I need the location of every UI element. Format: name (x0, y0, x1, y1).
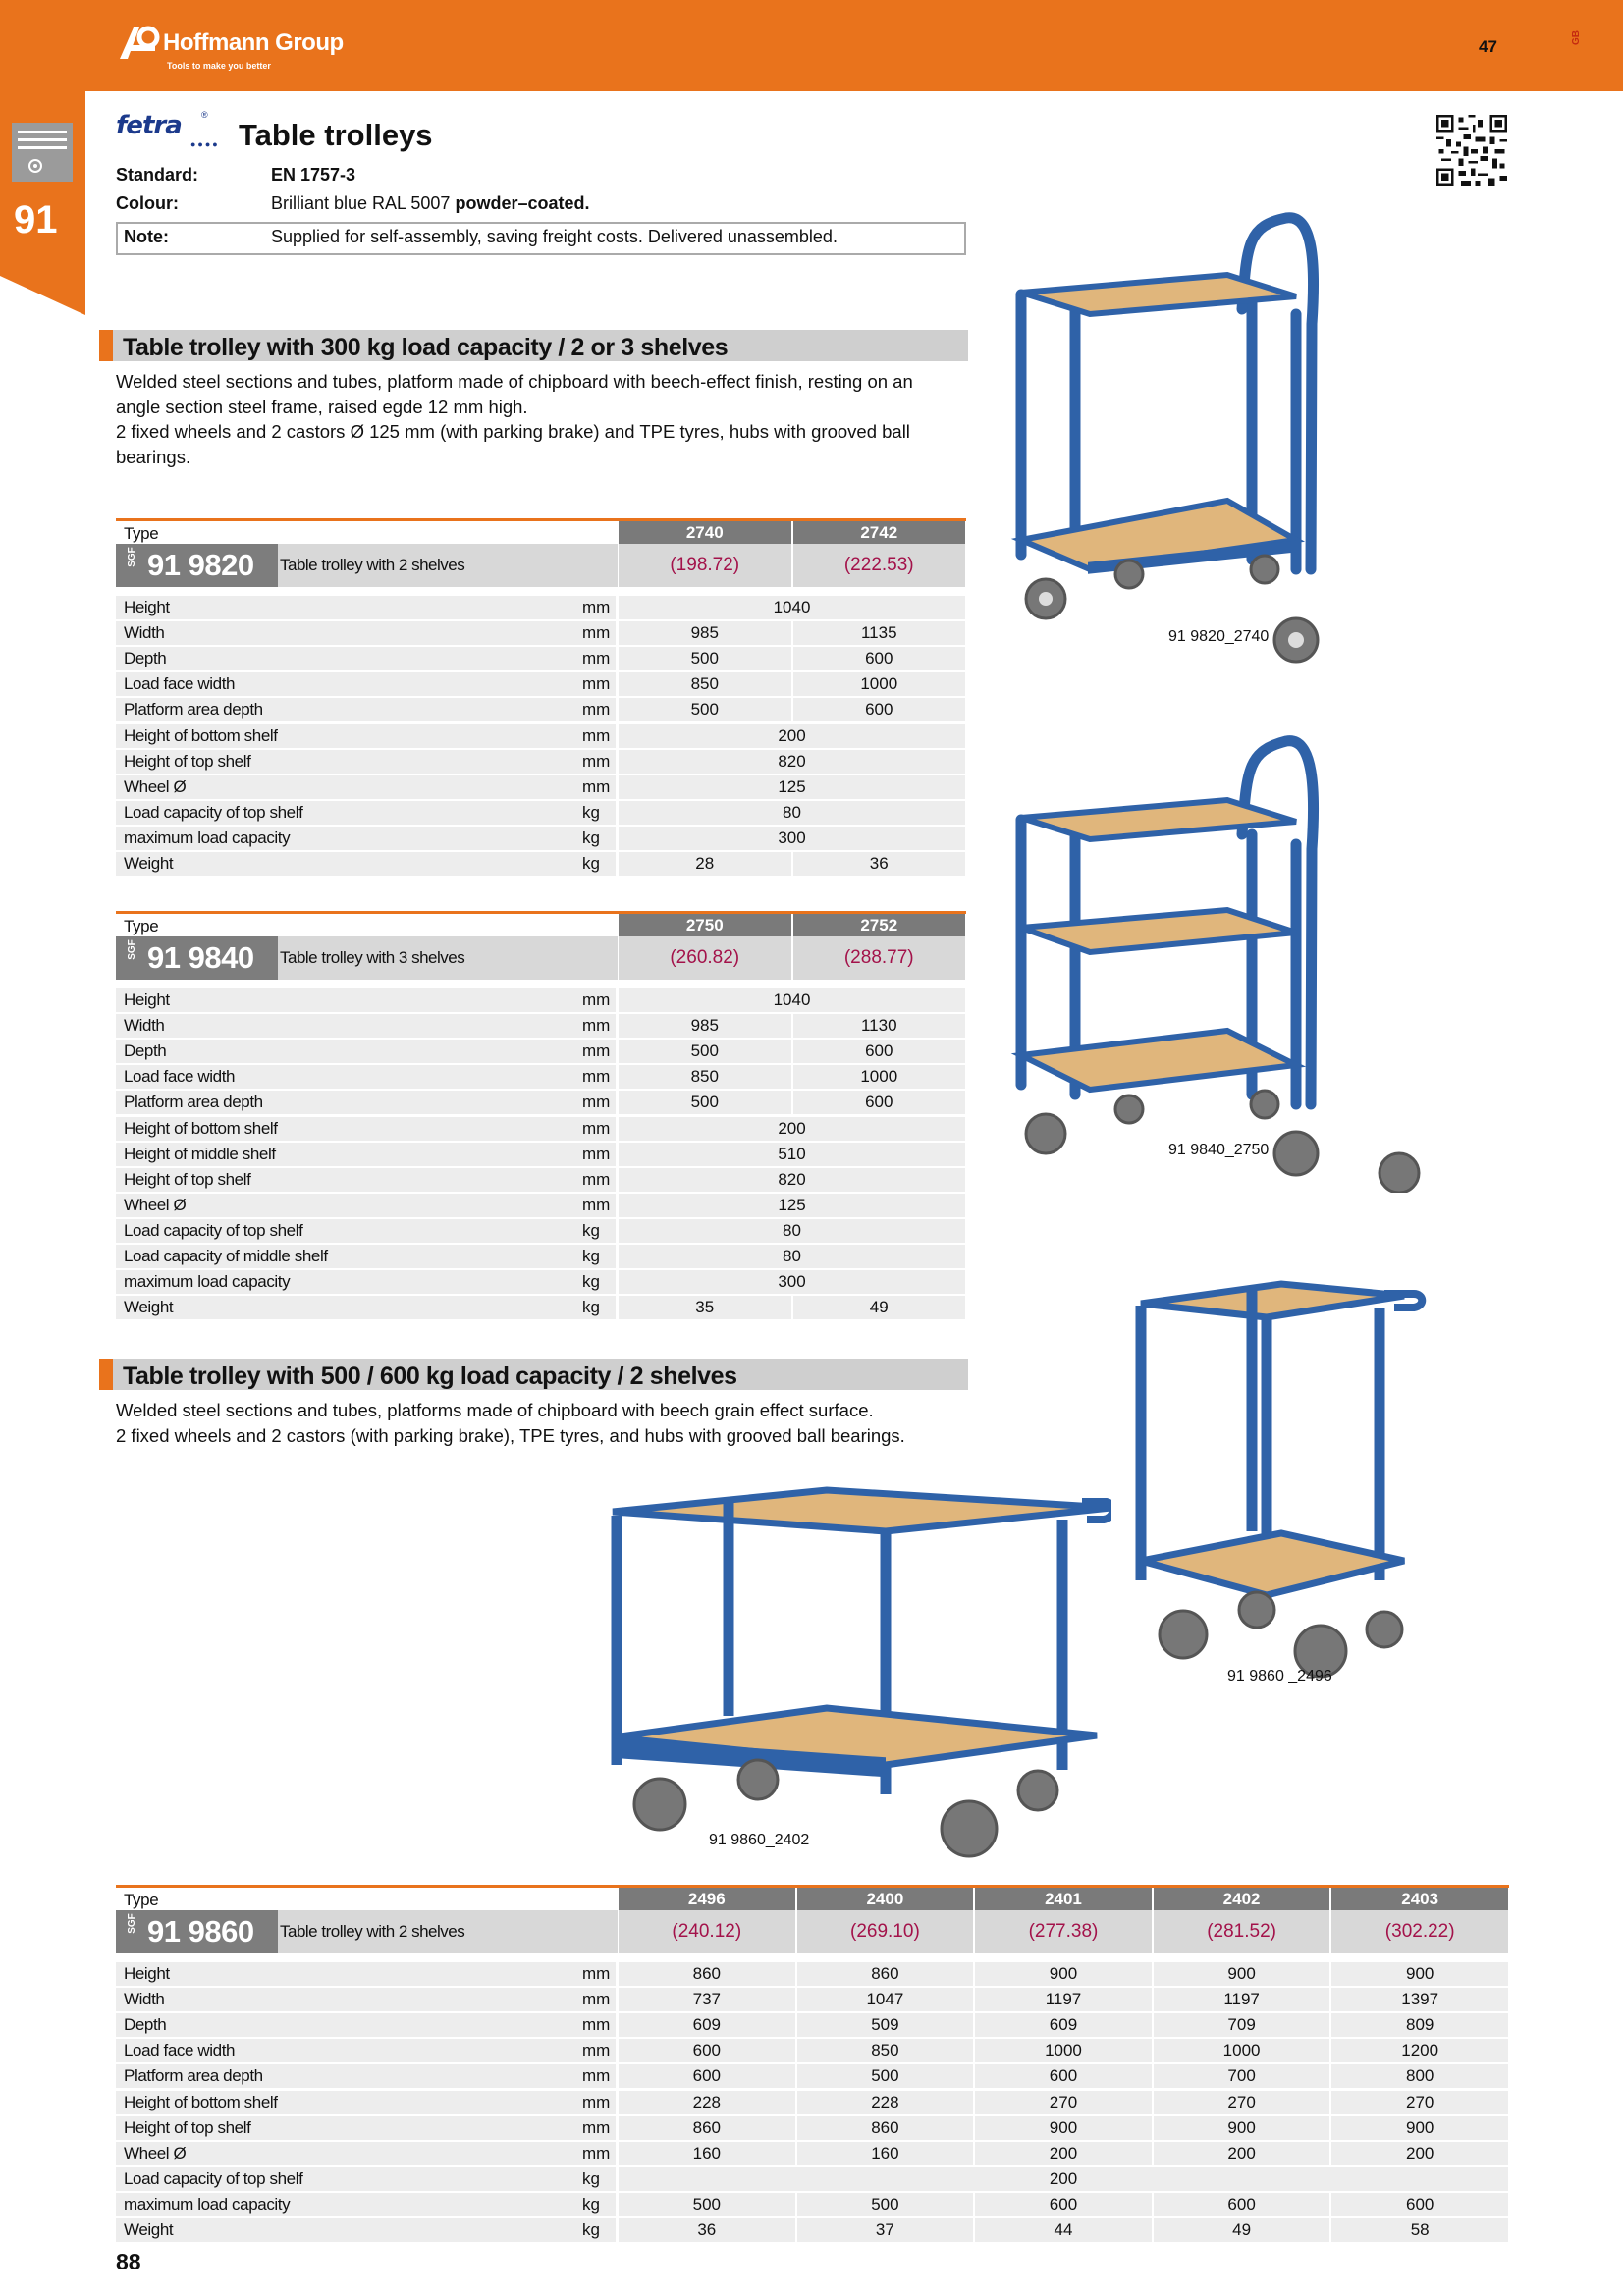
spec-value: 200 (1049, 2143, 1078, 2163)
trolley-2-shelves-image (1001, 206, 1512, 677)
spec-label: Platform area depth (124, 2066, 263, 2086)
spec-unit: mm (582, 990, 611, 1009)
spec-value: 1000 (1222, 2041, 1261, 2060)
type-header-row (116, 518, 966, 544)
spec-unit: kg (582, 1272, 600, 1292)
spec-row (116, 1039, 966, 1064)
price: (260.82) (619, 936, 791, 980)
spec-unit: kg (582, 1247, 600, 1265)
type-code: 2742 (793, 521, 966, 544)
spec-unit: mm (582, 725, 611, 745)
section2-description (116, 1398, 970, 1448)
spec-value: 820 (778, 751, 806, 771)
page-title: Table trolleys (239, 118, 433, 152)
spec-value: 270 (1049, 2092, 1078, 2111)
section-header-500kg (99, 1359, 968, 1390)
article-number: 91 9820 (147, 548, 254, 582)
spec-value: 509 (871, 2015, 899, 2035)
type-code: 2402 (1154, 1888, 1330, 1910)
article-number-cell (116, 1910, 278, 1953)
spec-label: Height (124, 990, 170, 1009)
price: (222.53) (793, 544, 966, 587)
spec-row (116, 1961, 1509, 1987)
type-code: 2740 (619, 521, 791, 544)
spec-value: 228 (871, 2092, 899, 2111)
spec-value: 850 (690, 1067, 719, 1087)
spec-label: Height of top shelf (124, 751, 251, 771)
spec-row (116, 774, 966, 800)
spec-value: 600 (1049, 2066, 1078, 2086)
fetra-logo-registered: ® (201, 110, 208, 120)
spec-label: Load capacity of top shelf (124, 802, 303, 822)
trolley-2402-image (601, 1480, 1111, 1873)
spec-row (116, 723, 966, 749)
price: (198.72) (619, 544, 791, 587)
type-code: 2750 (619, 914, 791, 936)
row-shade (116, 1988, 616, 2011)
spec-row (116, 1295, 966, 1320)
spec-value: 900 (1406, 2117, 1434, 2137)
spec-unit: mm (582, 2117, 611, 2137)
spec-label: Wheel Ø (124, 2143, 187, 2163)
spec-label: maximum load capacity (124, 2194, 291, 2214)
spec-value: 36 (869, 854, 889, 873)
spec-label: Height of bottom shelf (124, 725, 278, 745)
spec-row (116, 2141, 1509, 2166)
spec-label: Load face width (124, 2041, 236, 2060)
sgf-label: SGF (126, 939, 137, 960)
row-shade (116, 1014, 616, 1038)
spec-value: 80 (783, 1220, 801, 1240)
spec-row (116, 1090, 966, 1115)
spec-value: 1197 (1223, 1990, 1260, 2009)
spec-value: 1000 (860, 1067, 898, 1087)
type-header-row (116, 1885, 1509, 1910)
spec-label: Weight (124, 2220, 174, 2239)
desc-line: bearings. (116, 446, 191, 467)
spec-row (116, 1269, 966, 1295)
row-shade (116, 2218, 616, 2242)
spec-unit: kg (582, 854, 600, 873)
spec-unit: mm (582, 1016, 611, 1036)
spec-value: 600 (1049, 2194, 1078, 2214)
spec-value: 609 (692, 2015, 721, 2035)
image-caption: 91 9840_2750 (1168, 1142, 1270, 1158)
trolley-3-shelves-image (1001, 721, 1512, 1193)
spec-unit: mm (582, 776, 611, 796)
spec-row (116, 2166, 1509, 2192)
spec-row (116, 988, 966, 1013)
spec-unit: mm (582, 649, 611, 668)
row-shade (116, 1040, 616, 1063)
spec-unit: mm (582, 751, 611, 771)
standard-value: EN 1757-3 (271, 165, 356, 185)
spec-label: Height (124, 598, 170, 616)
article-number: 91 9840 (147, 940, 254, 975)
spec-value: 860 (871, 1964, 899, 1983)
row-shade (116, 2013, 616, 2037)
spec-value: 49 (1232, 2220, 1252, 2239)
spec-value: 500 (690, 1093, 719, 1112)
spec-label: Load capacity of middle shelf (124, 1247, 328, 1265)
spec-label: maximum load capacity (124, 1272, 291, 1292)
spec-row (116, 1116, 966, 1142)
spec-value: 125 (778, 1195, 806, 1214)
spec-value: 1135 (860, 623, 897, 643)
type-code: 2496 (619, 1888, 795, 1910)
spec-row (116, 2038, 1509, 2063)
spec-label: maximum load capacity (124, 828, 291, 847)
fetra-logo-dots: ●●●● (190, 139, 220, 149)
spec-value: 80 (783, 802, 801, 822)
spec-value: 1200 (1401, 2041, 1439, 2060)
spec-unit: mm (582, 1118, 611, 1138)
spec-row (116, 800, 966, 826)
colour-value-bold: powder–coated. (455, 193, 590, 213)
spec-unit: mm (582, 1144, 611, 1163)
price: (277.38) (975, 1910, 1152, 1953)
spec-value: 500 (871, 2066, 899, 2086)
spec-label: Height of bottom shelf (124, 2092, 278, 2111)
qr-code-icon (1435, 115, 1508, 186)
spec-unit: kg (582, 802, 600, 822)
sgf-label: SGF (126, 1913, 137, 1934)
spec-value: 200 (1227, 2143, 1256, 2163)
spec-row (116, 2217, 1509, 2243)
spec-row (116, 646, 966, 671)
spec-label: Load face width (124, 674, 236, 694)
spec-value: 500 (690, 649, 719, 668)
spec-row (116, 2012, 1509, 2038)
image-caption: 91 9860 _2496 (1227, 1668, 1332, 1684)
type-label: Type (124, 1891, 159, 1909)
spec-unit: mm (582, 2066, 611, 2086)
hoffmann-logo-icon (116, 22, 161, 61)
price: (240.12) (619, 1910, 795, 1953)
spec-row (116, 826, 966, 851)
section1-description (116, 369, 970, 469)
spec-label: Depth (124, 2015, 167, 2035)
product-name: Table trolley with 2 shelves (280, 556, 465, 574)
spec-value: 1000 (860, 674, 898, 694)
spec-table-919860 (116, 1885, 1509, 2244)
article-number-cell (116, 544, 278, 587)
type-code: 2403 (1331, 1888, 1508, 1910)
spec-value: 900 (1049, 2117, 1078, 2137)
spec-value: 510 (778, 1144, 806, 1163)
spec-row (116, 1218, 966, 1244)
row-shade (116, 1962, 616, 1986)
spec-value: 1040 (773, 598, 811, 616)
desc-line: angle section steel frame, raised egde 12 mm high. (116, 396, 528, 417)
spec-unit: mm (582, 2041, 611, 2060)
row-shade (116, 1194, 616, 1217)
spec-unit: mm (582, 1041, 611, 1061)
spec-label: Height of top shelf (124, 2117, 251, 2137)
spec-unit: kg (582, 2194, 600, 2214)
spec-unit: mm (582, 2015, 611, 2035)
spec-label: Height (124, 1964, 170, 1983)
spec-value: 500 (871, 2194, 899, 2214)
row-shade (116, 621, 616, 645)
row-shade (116, 2142, 616, 2165)
type-code: 2400 (797, 1888, 974, 1910)
spec-value: 1130 (860, 1016, 897, 1036)
type-label: Type (124, 917, 159, 935)
price: (281.52) (1154, 1910, 1330, 1953)
spec-value: 985 (690, 1016, 719, 1036)
spec-label: Height of middle shelf (124, 1144, 276, 1163)
spec-value: 200 (778, 1118, 806, 1138)
spec-value: 44 (1054, 2220, 1073, 2239)
article-number: 91 9860 (147, 1914, 254, 1949)
spec-value: 28 (695, 854, 715, 873)
row-shade (116, 647, 616, 670)
spec-unit: mm (582, 1169, 611, 1189)
spec-row (116, 2115, 1509, 2141)
spec-value: 600 (1227, 2194, 1256, 2214)
spec-value: 200 (1406, 2143, 1434, 2163)
spec-row (116, 1013, 966, 1039)
spec-unit: mm (582, 700, 611, 720)
spec-unit: kg (582, 2220, 600, 2239)
spec-value: 49 (869, 1298, 889, 1317)
spec-value: 200 (778, 725, 806, 745)
colour-label: Colour: (116, 193, 179, 213)
hoffmann-logo (116, 18, 391, 79)
row-shade (116, 1296, 616, 1319)
price: (269.10) (797, 1910, 974, 1953)
spec-row (116, 1193, 966, 1218)
colour-value (271, 193, 589, 214)
spec-label: Wheel Ø (124, 1195, 187, 1214)
colour-value-text: Brilliant blue RAL 5007 (271, 193, 456, 213)
section-title: Table trolley with 500 / 600 kg load capacity / 2 shelves (123, 1362, 737, 1390)
spec-value: 35 (695, 1298, 715, 1317)
standard-label: Standard: (116, 165, 199, 185)
spec-value: 809 (1406, 2015, 1434, 2035)
row-shade (116, 988, 616, 1012)
product-name: Table trolley with 2 shelves (280, 1922, 465, 1941)
spec-label: Load face width (124, 1067, 236, 1087)
spec-unit: mm (582, 674, 611, 694)
note-label: Note: (124, 227, 169, 246)
desc-line: Welded steel sections and tubes, platform made of chipboard with beech-effect finish, resting on an (116, 371, 913, 392)
spec-value: 860 (871, 2117, 899, 2137)
spec-label: Wheel Ø (124, 776, 187, 796)
spec-value: 900 (1049, 1964, 1078, 1983)
spec-value: 500 (692, 2194, 721, 2214)
spec-value: 125 (778, 776, 806, 796)
spec-label: Height of bottom shelf (124, 1118, 278, 1138)
spec-table-919820 (116, 518, 966, 878)
article-number-cell (116, 936, 278, 980)
spec-row (116, 851, 966, 877)
spec-unit: mm (582, 2092, 611, 2111)
spec-row (116, 2192, 1509, 2217)
price: (288.77) (793, 936, 966, 980)
spec-value: 609 (1049, 2015, 1078, 2035)
spec-value: 985 (690, 623, 719, 643)
spec-unit: kg (582, 1220, 600, 1240)
spec-unit: mm (582, 1093, 611, 1112)
image-caption: 91 9860_2402 (709, 1832, 810, 1848)
spec-label: Height of top shelf (124, 1169, 251, 1189)
spec-value: 300 (778, 1272, 806, 1292)
trolley-2496-image (1129, 1276, 1512, 1688)
note-value: Supplied for self-assembly, saving freight costs. Delivered unassembled. (271, 227, 838, 246)
product-row (116, 1910, 1509, 1953)
spec-unit: mm (582, 1964, 611, 1983)
image-caption: 91 9820_2740 (1168, 628, 1270, 645)
spec-row (116, 697, 966, 722)
spec-value: 820 (778, 1169, 806, 1189)
spec-label: Width (124, 1016, 165, 1036)
row-shade (116, 775, 616, 799)
desc-line: 2 fixed wheels and 2 castors (with parking brake), TPE tyres, and hubs with grooved ball bearings. (116, 1424, 905, 1446)
spec-table-919840 (116, 911, 966, 1321)
spec-label: Platform area depth (124, 1093, 263, 1112)
spec-value: 850 (871, 2041, 899, 2060)
section-accent-bar (99, 330, 113, 361)
sgf-label: SGF (126, 547, 137, 567)
spec-row (116, 595, 966, 620)
spec-value: 1197 (1045, 1990, 1082, 2009)
spec-value: 500 (690, 1041, 719, 1061)
spec-row (116, 1167, 966, 1193)
spec-label: Load capacity of top shelf (124, 1220, 303, 1240)
spec-label: Platform area depth (124, 700, 263, 720)
spec-value: 600 (1406, 2194, 1434, 2214)
logo-tagline: Tools to make you better (167, 61, 271, 71)
spec-value: 600 (865, 1093, 893, 1112)
spec-value: 1047 (866, 1990, 904, 2009)
spec-unit: mm (582, 623, 611, 643)
spec-value: 900 (1227, 1964, 1256, 1983)
spec-unit: mm (582, 1990, 611, 2009)
spec-value: 500 (690, 700, 719, 720)
spec-value: 860 (692, 2117, 721, 2137)
logo-text: Hoffmann Group (163, 29, 344, 56)
chapter-number: 91 (14, 198, 58, 241)
page-number-footer: 88 (116, 2249, 141, 2274)
spec-value: 270 (1406, 2092, 1434, 2111)
spec-row (116, 749, 966, 774)
spec-label: Weight (124, 1298, 174, 1317)
spec-value: 900 (1227, 2117, 1256, 2137)
spec-value: 860 (692, 1964, 721, 1983)
spec-value: 800 (1406, 2066, 1434, 2086)
type-label: Type (124, 524, 159, 543)
spec-label: Depth (124, 1041, 167, 1061)
spec-value: 700 (1227, 2066, 1256, 2086)
spec-unit: mm (582, 2143, 611, 2163)
spec-label: Load capacity of top shelf (124, 2168, 303, 2188)
spec-row (116, 1987, 1509, 2012)
section-header-300kg (99, 330, 968, 361)
spec-unit: kg (582, 2168, 600, 2188)
price: (302.22) (1331, 1910, 1508, 1953)
spec-value: 36 (697, 2220, 717, 2239)
spec-value: 737 (692, 1990, 721, 2009)
spec-value: 228 (692, 2092, 721, 2111)
spec-label: Depth (124, 649, 167, 668)
spec-label: Weight (124, 854, 174, 873)
section-accent-bar (99, 1359, 113, 1390)
spec-value: 900 (1406, 1964, 1434, 1983)
product-row (116, 544, 966, 587)
spec-label: Width (124, 1990, 165, 2009)
desc-line: 2 fixed wheels and 2 castors Ø 125 mm (with parking brake) and TPE tyres, hubs with grooved ball (116, 421, 910, 442)
spec-value: 37 (875, 2220, 894, 2239)
spec-value: 270 (1227, 2092, 1256, 2111)
spec-unit: mm (582, 1195, 611, 1214)
row-shade (116, 596, 616, 619)
product-row (116, 936, 966, 980)
page-number-top: 47 (1479, 37, 1497, 56)
product-name: Table trolley with 3 shelves (280, 948, 465, 967)
spec-value: 600 (865, 1041, 893, 1061)
type-code: 2752 (793, 914, 966, 936)
spec-value: 1000 (1045, 2041, 1082, 2060)
spec-value: 80 (783, 1247, 801, 1265)
spec-row (116, 620, 966, 646)
spec-value: 850 (690, 674, 719, 694)
spec-value: 600 (865, 700, 893, 720)
spec-value: 600 (692, 2066, 721, 2086)
spec-value: 300 (778, 828, 806, 847)
section-title: Table trolley with 300 kg load capacity / 2 or 3 shelves (123, 334, 729, 361)
spec-row (116, 1064, 966, 1090)
desc-line: Welded steel sections and tubes, platforms made of chipboard with beech grain effect surface. (116, 1400, 874, 1420)
spec-value: 600 (865, 649, 893, 668)
spec-row (116, 2063, 1509, 2089)
spec-value: 600 (692, 2041, 721, 2060)
spec-unit: mm (582, 1067, 611, 1087)
fetra-logo: fetra (116, 111, 182, 140)
spec-value: 1397 (1401, 1990, 1439, 2009)
spec-row (116, 1244, 966, 1269)
type-header-row (116, 911, 966, 936)
spec-value: 58 (1410, 2220, 1430, 2239)
spec-unit: kg (582, 828, 600, 847)
spec-value: 709 (1227, 2015, 1256, 2035)
spec-value: 1040 (773, 990, 811, 1009)
spec-value: 160 (871, 2143, 899, 2163)
spec-row (116, 2090, 1509, 2115)
spec-value: 160 (692, 2143, 721, 2163)
spec-label: Width (124, 623, 165, 643)
spec-row (116, 1142, 966, 1167)
spec-unit: mm (582, 598, 611, 616)
spec-row (116, 671, 966, 697)
type-code: 2401 (975, 1888, 1152, 1910)
row-shade (116, 852, 616, 876)
spec-unit: kg (582, 1298, 600, 1317)
language-code: GB (1571, 30, 1582, 45)
spec-value: 200 (1049, 2168, 1078, 2188)
